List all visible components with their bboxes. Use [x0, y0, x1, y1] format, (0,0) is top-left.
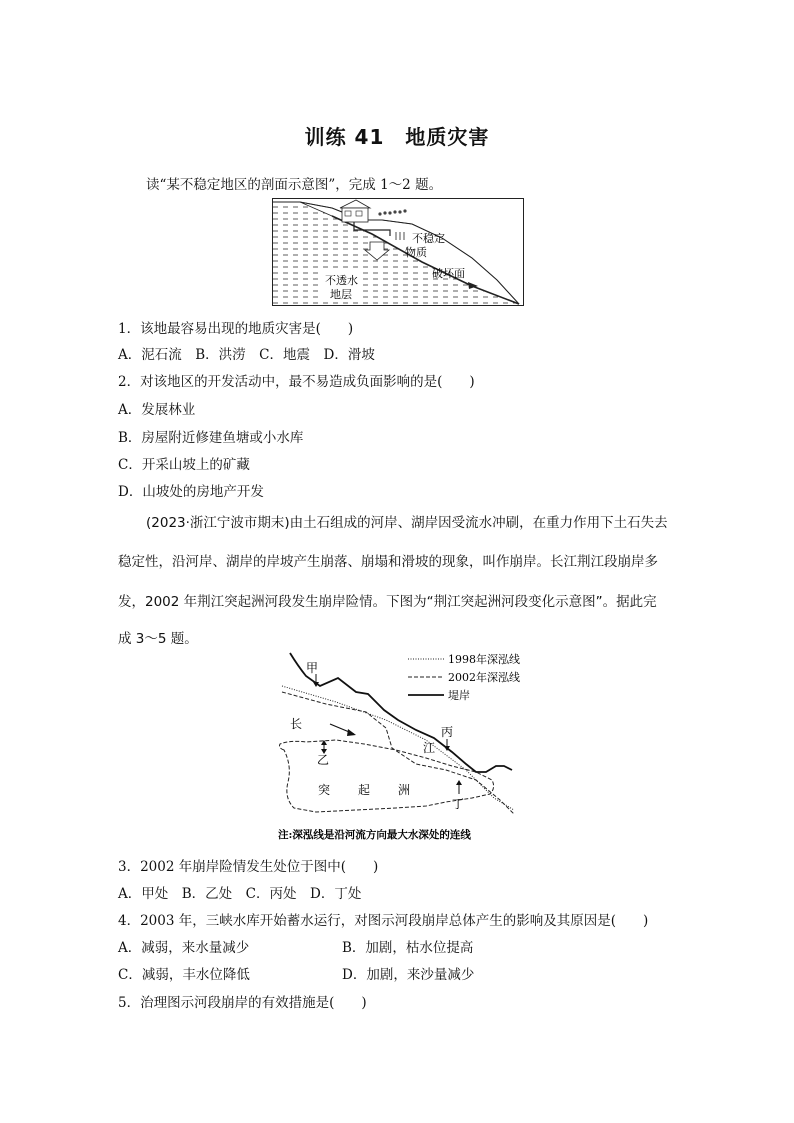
q2-stem: 2．对该地区的开发活动中，最不易造成负面影响的是( ) [118, 374, 475, 390]
label-jia: 甲 [306, 661, 319, 675]
q4-option-b: B．加剧，枯水位提高 [342, 940, 474, 956]
legend-2002-label: 2002年深泓线 [448, 671, 520, 684]
q2-option-a: A．发展林业 [118, 402, 196, 418]
q1-stem: 1．该地最容易出现的地质灾害是( ) [118, 321, 354, 337]
passage-line-4: 成 3～5 题。 [118, 631, 198, 647]
q4-stem: 4．2003 年，三峡水库开始蓄水运行，对图示河段崩岸总体产生的影响及其原因是( ) [118, 913, 649, 929]
label-zhou: 洲 [398, 783, 411, 797]
label-bing: 丙 [441, 725, 454, 739]
figure-note: 注:深泓线是沿河流方向最大水深处的连线 [278, 829, 471, 841]
label-yi: 乙 [317, 753, 330, 767]
label-unstable-2: 物质 [405, 246, 427, 259]
label-qi: 起 [358, 783, 371, 797]
q4-option-a: A．减弱，来水量减少 [118, 940, 250, 956]
intro-q1-2: 读“某不稳定地区的剖面示意图”，完成 1～2 题。 [146, 177, 443, 193]
label-ding: 丁 [452, 797, 465, 811]
marker-ding [456, 780, 462, 794]
label-tu: 突 [318, 783, 331, 797]
label-jiang: 江 [423, 741, 436, 755]
house-icon [340, 200, 370, 222]
river-reach-figure [276, 648, 524, 844]
passage-line-3: 发，2002 年荆江突起洲河段发生崩岸险情。下图为“荆江突起洲河段变化示意图”。据此完 [118, 594, 657, 610]
q1-options: A．泥石流 B．洪涝 C．地震 D．滑坡 [118, 347, 375, 363]
label-unstable-1: 不稳定 [412, 232, 445, 245]
label-impermeable-1: 不透水 [325, 274, 358, 287]
flow-arrow-icon [330, 724, 356, 736]
passage-line-1: (2023·浙江宁波市期末)由土石组成的河岸、湖岸因受流水冲刷，在重力作用下土石失去 [146, 515, 668, 531]
passage-line-2: 稳定性，沿河岸、湖岸的岸坡产生崩落、崩塌和滑坡的现象，叫作崩岸。长江荆江段崩岸多 [118, 554, 658, 570]
legend-1998-label: 1998年深泓线 [448, 653, 520, 666]
q3-options: A．甲处 B．乙处 C．丙处 D．丁处 [118, 886, 362, 902]
q2-option-c: C．开采山坡上的矿藏 [118, 457, 250, 473]
q2-option-d: D．山坡处的房地产开发 [118, 484, 264, 500]
marker-yi [321, 740, 327, 754]
q5-stem: 5．治理图示河段崩岸的有效措施是( ) [118, 995, 367, 1011]
vegetation-icon [378, 209, 406, 215]
q3-stem: 3．2002 年崩岸险情发生处位于图中( ) [118, 859, 379, 875]
label-chang: 长 [290, 717, 303, 731]
q4-option-d: D．加剧，来沙量减少 [342, 967, 475, 983]
slope-section-figure [272, 198, 524, 306]
label-failure: 破坏面 [432, 267, 465, 280]
label-impermeable-2: 地层 [330, 288, 352, 301]
q4-option-c: C．减弱，丰水位降低 [118, 967, 250, 983]
legend-bank-label: 堤岸 [448, 689, 470, 702]
page-title: 训练 41 地质灾害 [304, 125, 490, 149]
q2-option-b: B．房屋附近修建鱼塘或小水库 [118, 430, 304, 446]
